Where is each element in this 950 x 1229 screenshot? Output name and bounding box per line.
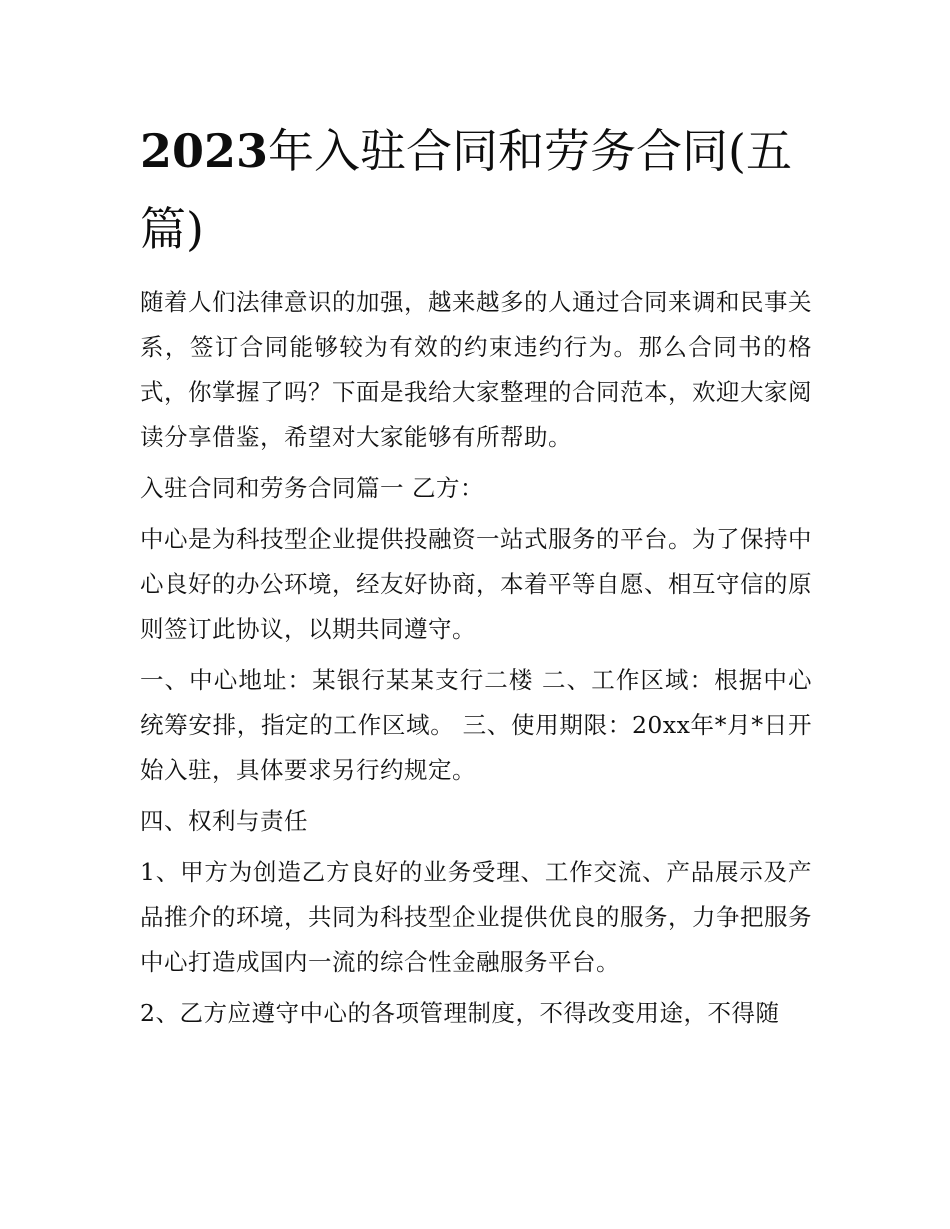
- clause-paragraph: 一、中心地址：某银行某某支行二楼 二、工作区域：根据中心统筹安排，指定的工作区域。 三、使用期限：20xx年*月*日开始入驻，具体要求另行约规定。: [140, 666, 812, 784]
- intro-paragraph: 随着人们法律意识的加强，越来越多的人通过合同来调和民事关系，签订合同能够较为有效的约束违约行为。那么合同书的格式，你掌握了吗？下面是我给大家整理的合同范本，欢迎大家阅读分享借鉴，希望对大家能够有所帮助。: [140, 288, 812, 451]
- clause-heading: 四、权利与责任: [140, 807, 308, 835]
- document-body: [140, 280, 812, 1036]
- title-text: 年入驻合同和劳务合同(五篇): [140, 124, 792, 256]
- body-paragraph: 中心是为科技型企业提供投融资一站式服务的平台。为了保持中心良好的办公环境，经友好协商，本着平等自愿、相互守信的原则签订此协议，以期共同遵守。: [140, 525, 812, 643]
- clause-item: 1、甲方为创造乙方良好的业务受理、工作交流、产品展示及产品推介的环境，共同为科技型企业提供优良的服务，力争把服务中心打造成国内一流的综合性金融服务平台。: [140, 858, 812, 976]
- document-title: [140, 112, 830, 268]
- clause-item: 2、乙方应遵守中心的各项管理制度，不得改变用途，不得随: [140, 999, 780, 1027]
- section-heading: 入驻合同和劳务合同篇一 乙方：: [140, 474, 484, 502]
- title-year: 2023: [140, 124, 269, 178]
